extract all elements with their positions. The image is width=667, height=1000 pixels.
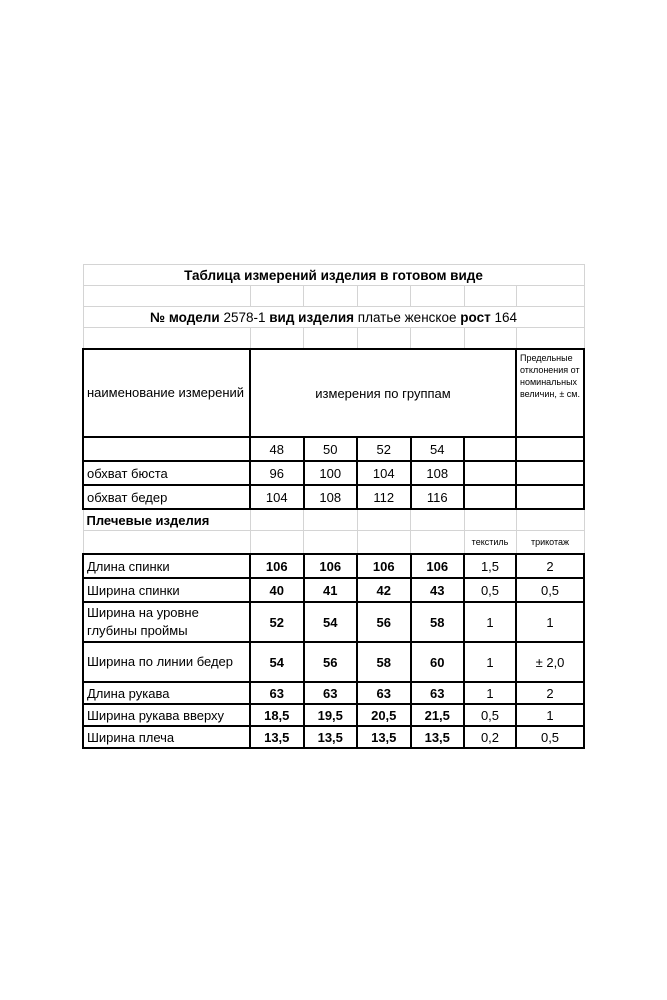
table-row: Ширина на уровне глубины проймы 52 54 56 58 1 1 — [83, 602, 584, 642]
type-value: платье женское — [357, 309, 457, 325]
measurement-table-sheet — [82, 264, 584, 749]
table-row: обхват бедер 104 108 112 116 — [83, 485, 584, 509]
size-52: 52 — [357, 437, 411, 461]
table-title: Таблица измерений изделия в готовом виде — [83, 265, 584, 286]
section-title: Плечевые изделия — [83, 509, 250, 531]
deviation-column-header: Предельные отклонения от номинальных величин, ± см. — [516, 349, 584, 437]
name-column-header: наименование измерений — [83, 349, 250, 437]
groups-column-header: измерения по группам — [250, 349, 516, 437]
table-row: обхват бюста 96 100 104 108 — [83, 461, 584, 485]
table-row: Ширина рукава вверху 18,5 19,5 20,5 21,5 0,5 1 — [83, 704, 584, 726]
type-label: вид изделия — [269, 309, 355, 325]
height-label: рост — [460, 309, 491, 325]
model-line — [83, 307, 584, 328]
model-value: 2578-1 — [223, 309, 266, 325]
size-50: 50 — [304, 437, 358, 461]
table-row: Ширина по линии бедер 54 56 58 60 1 ± 2,0 — [83, 642, 584, 682]
table-row: Ширина спинки 40 41 42 43 0,5 0,5 — [83, 578, 584, 602]
textile-label: текстиль — [464, 531, 516, 555]
model-label: № модели — [150, 309, 220, 325]
table-row: Длина спинки 106 106 106 106 1,5 2 — [83, 554, 584, 578]
knit-label: трикотаж — [516, 531, 584, 555]
size-54: 54 — [411, 437, 465, 461]
table-row: Ширина плеча 13,5 13,5 13,5 13,5 0,2 0,5 — [83, 726, 584, 748]
size-48: 48 — [250, 437, 304, 461]
height-value: 164 — [494, 309, 517, 325]
table-row: Длина рукава 63 63 63 63 1 2 — [83, 682, 584, 704]
measurement-table — [82, 264, 585, 749]
